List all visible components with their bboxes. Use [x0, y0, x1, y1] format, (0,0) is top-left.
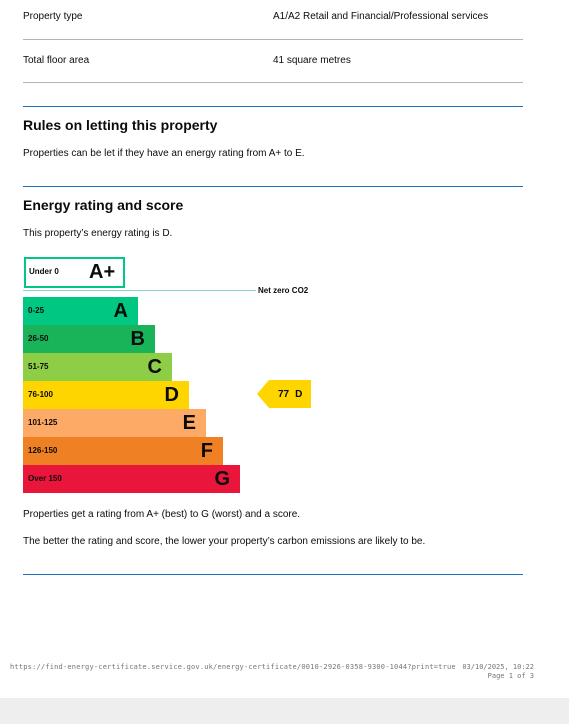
rules-text: Properties can be let if they have an energy rating from A+ to E. — [23, 148, 305, 159]
band-letter: E — [182, 412, 196, 434]
net-zero-label: Net zero CO2 — [258, 286, 309, 295]
band-letter: D — [164, 384, 179, 406]
section-divider — [23, 106, 523, 107]
energy-rating-text: This property’s energy rating is D. — [23, 228, 173, 239]
divider — [23, 39, 523, 40]
band-f — [23, 437, 223, 465]
carbon-explanation: The better the rating and score, the lower your property’s carbon emissions are likely to be. — [23, 536, 426, 547]
band-a — [23, 297, 138, 325]
band-range-label: 0-25 — [28, 306, 45, 315]
band-letter: F — [200, 440, 213, 462]
net-zero-line — [23, 290, 256, 291]
band-letter: G — [214, 468, 230, 490]
current-band: D — [295, 389, 303, 400]
band-c — [23, 353, 172, 381]
band-letter: C — [147, 356, 162, 378]
band-range-label: 101-125 — [28, 418, 58, 427]
band-letter: A — [113, 300, 128, 322]
footer-datetime: 03/10/2025, 10:22 — [462, 663, 534, 671]
rules-heading: Rules on letting this property — [23, 117, 218, 133]
band-aplus — [24, 257, 125, 288]
band-letter: A+ — [89, 261, 116, 283]
band-g — [23, 465, 240, 493]
footer-date-page — [462, 663, 534, 681]
band-range-label: 126-150 — [28, 446, 58, 455]
property-type-label: Property type — [23, 11, 83, 22]
band-b — [23, 325, 155, 353]
band-d — [23, 381, 189, 409]
section-divider — [23, 186, 523, 187]
energy-heading: Energy rating and score — [23, 197, 184, 213]
band-range-label: 76-100 — [28, 390, 53, 399]
band-range-label: Under 0 — [29, 267, 59, 276]
footer-url: https://find-energy-certificate.service.gov.uk/energy-certificate/0010-2926-0358-9300-1044?print=true — [10, 663, 456, 671]
page-gap — [0, 698, 569, 724]
section-divider — [23, 574, 523, 575]
band-letter: B — [130, 328, 145, 350]
band-range-label: Over 150 — [28, 474, 62, 483]
floor-area-value: 41 square metres — [273, 55, 351, 66]
divider — [23, 82, 523, 83]
band-range-label: 51-75 — [28, 362, 49, 371]
current-score: 77 — [278, 389, 290, 400]
band-range-label: 26-50 — [28, 334, 49, 343]
property-type-value: A1/A2 Retail and Financial/Professional services — [273, 11, 489, 22]
band-e — [23, 409, 206, 437]
footer-page-number: Page 1 of 3 — [487, 672, 534, 680]
current-rating-label — [278, 389, 308, 401]
rating-explanation: Properties get a rating from A+ (best) to G (worst) and a score. — [23, 509, 301, 520]
floor-area-label: Total floor area — [23, 55, 90, 66]
